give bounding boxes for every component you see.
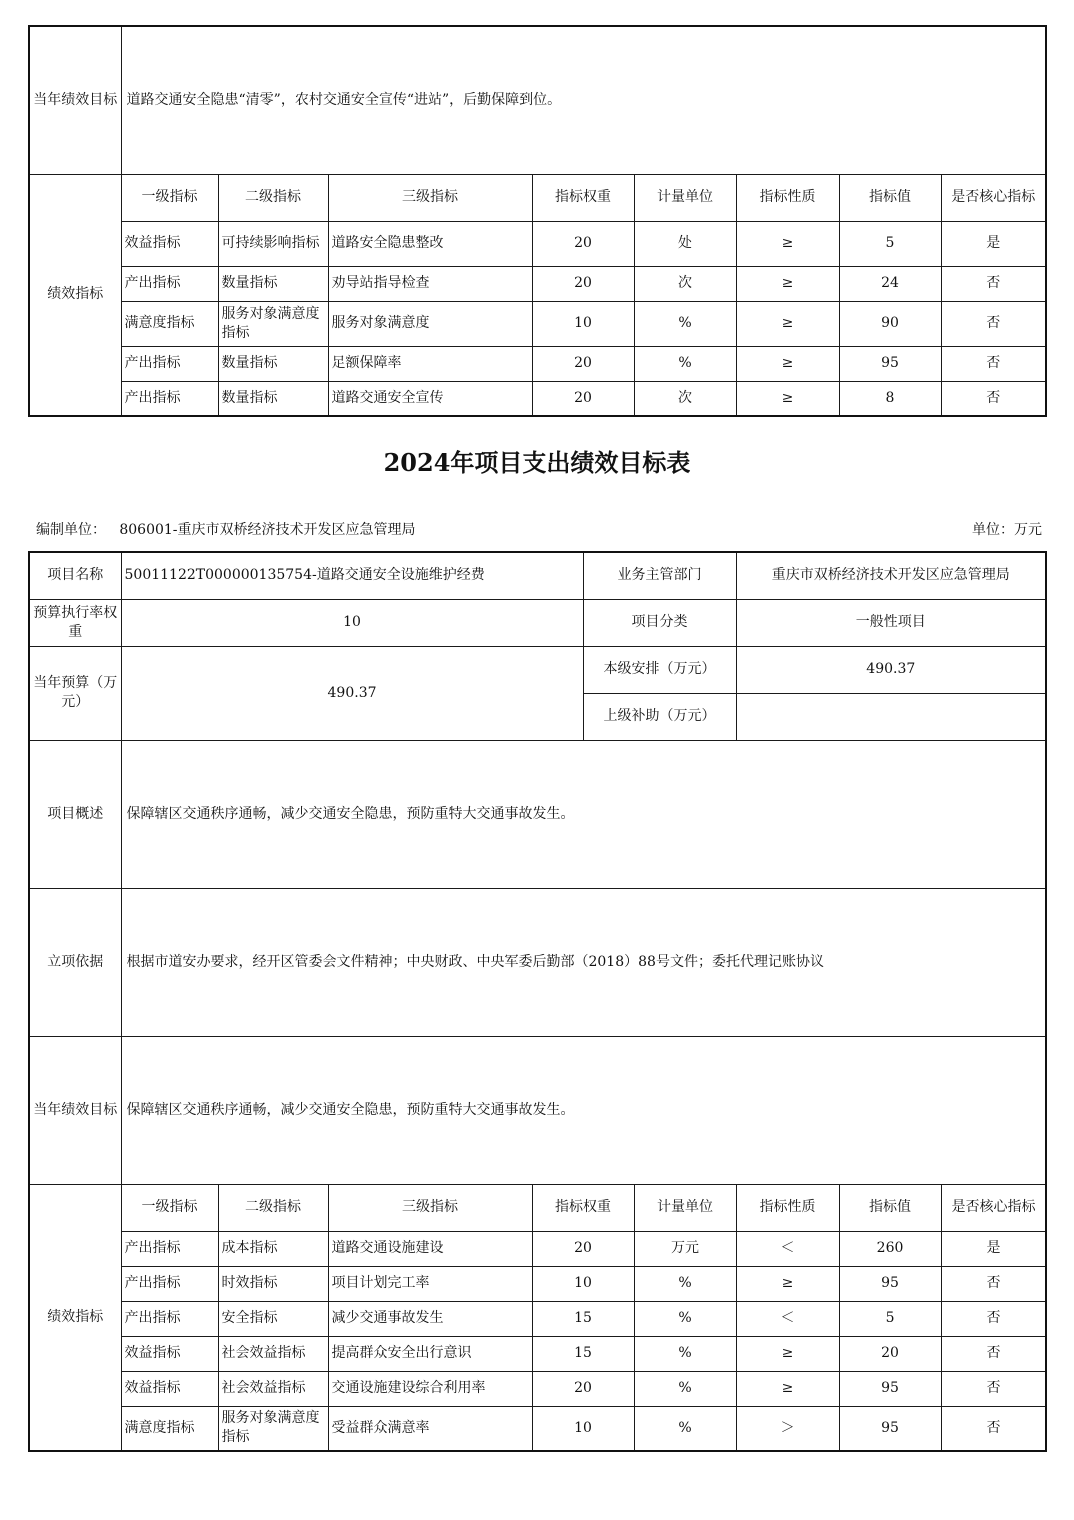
cell: 次	[634, 266, 736, 301]
cell: 否	[941, 301, 1046, 346]
cell: 产出指标	[121, 1231, 218, 1266]
cell: 95	[839, 1266, 941, 1301]
table-row	[29, 1231, 1046, 1266]
indicator-label: 绩效指标	[29, 174, 121, 416]
cell: 效益指标	[121, 221, 218, 266]
table-row	[29, 1371, 1046, 1406]
goal-text: 道路交通安全隐患“清零”，农村交通安全宣传“进站”，后勤保障到位。	[121, 26, 1046, 174]
cell: 减少交通事故发生	[328, 1301, 532, 1336]
cell: 否	[941, 266, 1046, 301]
budget-label: 当年预算（万元）	[29, 646, 121, 740]
header-level1: 一级指标	[121, 174, 218, 221]
cell: 95	[839, 346, 941, 381]
header-level1: 一级指标	[121, 1184, 218, 1231]
table-row	[29, 346, 1046, 381]
cell: %	[634, 1371, 736, 1406]
header-level3: 三级指标	[328, 1184, 532, 1231]
cell: 否	[941, 1301, 1046, 1336]
cell: 10	[532, 1266, 634, 1301]
cell: 处	[634, 221, 736, 266]
cell: 是	[941, 1231, 1046, 1266]
prepared-by: 编制单位： 806001-重庆市双桥经济技术开发区应急管理局	[36, 522, 416, 538]
cell: 20	[532, 1231, 634, 1266]
upper-value	[736, 693, 1046, 740]
cell: ＞	[736, 1406, 839, 1451]
table-row	[29, 381, 1046, 416]
cell: 满意度指标	[121, 301, 218, 346]
header-level2: 二级指标	[218, 174, 328, 221]
indicator-header-row	[29, 1184, 1046, 1231]
header-weight: 指标权重	[532, 1184, 634, 1231]
cell: 20	[532, 381, 634, 416]
overview-label: 项目概述	[29, 740, 121, 888]
cell: 成本指标	[218, 1231, 328, 1266]
cell: 社会效益指标	[218, 1371, 328, 1406]
table-row	[29, 1301, 1046, 1336]
unit-label: 单位：万元	[972, 522, 1042, 538]
table-row	[29, 1406, 1046, 1451]
budget-value: 490.37	[121, 646, 583, 740]
cell: 产出指标	[121, 1301, 218, 1336]
cell: 产出指标	[121, 346, 218, 381]
cell: 否	[941, 346, 1046, 381]
cell: %	[634, 1266, 736, 1301]
cell: 道路交通设施建设	[328, 1231, 532, 1266]
upper-label: 上级补助（万元）	[583, 693, 736, 740]
cell: 服务对象满意度指标	[218, 1406, 328, 1451]
cell: ＜	[736, 1231, 839, 1266]
cell: 20	[532, 1371, 634, 1406]
cell: 10	[532, 301, 634, 346]
cell: 5	[839, 221, 941, 266]
cell: 15	[532, 1301, 634, 1336]
cell: ≥	[736, 1266, 839, 1301]
cell: 否	[941, 381, 1046, 416]
cell: 道路交通安全宣传	[328, 381, 532, 416]
cell: %	[634, 346, 736, 381]
top-performance-table	[28, 25, 1047, 417]
header-unit: 计量单位	[634, 174, 736, 221]
header-core: 是否核心指标	[941, 1184, 1046, 1231]
cell: 24	[839, 266, 941, 301]
cell: %	[634, 1406, 736, 1451]
cell: 满意度指标	[121, 1406, 218, 1451]
cell: ≥	[736, 1371, 839, 1406]
cell: 数量指标	[218, 266, 328, 301]
cell: ≥	[736, 221, 839, 266]
cell: 数量指标	[218, 346, 328, 381]
cell: 20	[532, 266, 634, 301]
header-nature: 指标性质	[736, 1184, 839, 1231]
goal-text: 保障辖区交通秩序通畅，减少交通安全隐患，预防重特大交通事故发生。	[121, 1036, 1046, 1184]
cell: 产出指标	[121, 381, 218, 416]
cell: ≥	[736, 266, 839, 301]
cell: ≥	[736, 1336, 839, 1371]
cell: 可持续影响指标	[218, 221, 328, 266]
table-row	[29, 301, 1046, 346]
table-row	[29, 1266, 1046, 1301]
category-value: 一般性项目	[736, 599, 1046, 646]
cell: 时效指标	[218, 1266, 328, 1301]
dept-label: 业务主管部门	[583, 552, 736, 599]
header-level3: 三级指标	[328, 174, 532, 221]
cell: 否	[941, 1336, 1046, 1371]
overview-text: 保障辖区交通秩序通畅，减少交通安全隐患，预防重特大交通事故发生。	[121, 740, 1046, 888]
header-value: 指标值	[839, 174, 941, 221]
cell: 95	[839, 1371, 941, 1406]
header-unit: 计量单位	[634, 1184, 736, 1231]
dept-value: 重庆市双桥经济技术开发区应急管理局	[736, 552, 1046, 599]
table-row	[29, 1336, 1046, 1371]
cell: 效益指标	[121, 1336, 218, 1371]
cell: 安全指标	[218, 1301, 328, 1336]
project-name-value: 50011122T000000135754-道路交通安全设施维护经费	[121, 552, 583, 599]
indicator-label: 绩效指标	[29, 1184, 121, 1451]
rate-value: 10	[121, 599, 583, 646]
cell: 足额保障率	[328, 346, 532, 381]
cell: 20	[532, 221, 634, 266]
cell: 260	[839, 1231, 941, 1266]
cell: 服务对象满意度	[328, 301, 532, 346]
table-row	[29, 266, 1046, 301]
cell: 20	[532, 346, 634, 381]
cell: 数量指标	[218, 381, 328, 416]
cell: 90	[839, 301, 941, 346]
cell: 15	[532, 1336, 634, 1371]
cell: 95	[839, 1406, 941, 1451]
header-weight: 指标权重	[532, 174, 634, 221]
cell: 20	[839, 1336, 941, 1371]
cell: 劝导站指导检查	[328, 266, 532, 301]
goal-label: 当年绩效目标	[29, 26, 121, 174]
cell: ≥	[736, 346, 839, 381]
unit-line	[36, 520, 1042, 540]
category-label: 项目分类	[583, 599, 736, 646]
header-value: 指标值	[839, 1184, 941, 1231]
cell: 服务对象满意度指标	[218, 301, 328, 346]
cell: 项目计划完工率	[328, 1266, 532, 1301]
cell: ≥	[736, 301, 839, 346]
cell: 提高群众安全出行意识	[328, 1336, 532, 1371]
cell: 万元	[634, 1231, 736, 1266]
cell: 道路安全隐患整改	[328, 221, 532, 266]
cell: 否	[941, 1406, 1046, 1451]
cell: %	[634, 1301, 736, 1336]
cell: %	[634, 1336, 736, 1371]
header-core: 是否核心指标	[941, 174, 1046, 221]
cell: 否	[941, 1371, 1046, 1406]
goal-label: 当年绩效目标	[29, 1036, 121, 1184]
header-nature: 指标性质	[736, 174, 839, 221]
cell: 效益指标	[121, 1371, 218, 1406]
cell: 10	[532, 1406, 634, 1451]
cell: 受益群众满意率	[328, 1406, 532, 1451]
cell: 交通设施建设综合利用率	[328, 1371, 532, 1406]
header-level2: 二级指标	[218, 1184, 328, 1231]
cell: 社会效益指标	[218, 1336, 328, 1371]
table-row	[29, 221, 1046, 266]
project-name-label: 项目名称	[29, 552, 121, 599]
rate-label: 预算执行率权重	[29, 599, 121, 646]
local-value: 490.37	[736, 646, 1046, 693]
basis-label: 立项依据	[29, 888, 121, 1036]
cell: 是	[941, 221, 1046, 266]
cell: ≥	[736, 381, 839, 416]
cell: 产出指标	[121, 1266, 218, 1301]
basis-text: 根据市道安办要求，经开区管委会文件精神；中央财政、中央军委后勤部（2018）88号文件；委托代理记账协议	[121, 888, 1046, 1036]
project-table	[28, 551, 1047, 1452]
cell: 8	[839, 381, 941, 416]
cell: 否	[941, 1266, 1046, 1301]
cell: %	[634, 301, 736, 346]
page-title: 2024年项目支出绩效目标表	[383, 448, 691, 477]
cell: 次	[634, 381, 736, 416]
cell: 产出指标	[121, 266, 218, 301]
cell: 5	[839, 1301, 941, 1336]
local-label: 本级安排（万元）	[583, 646, 736, 693]
indicator-header-row	[29, 174, 1046, 221]
cell: ＜	[736, 1301, 839, 1336]
